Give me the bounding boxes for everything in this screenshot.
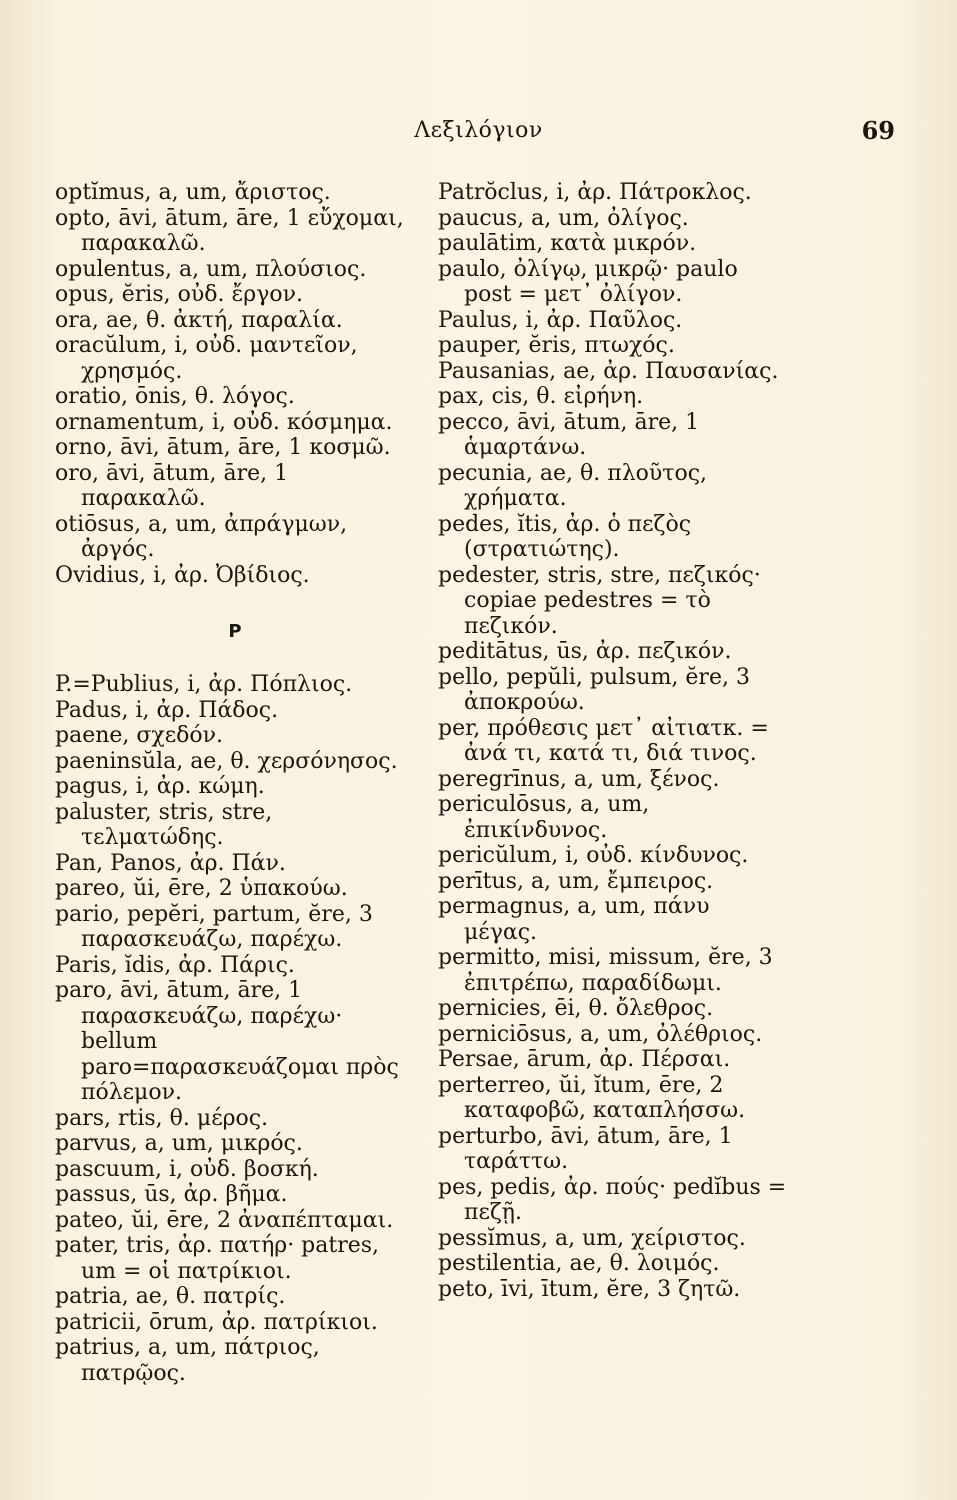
dictionary-entry: opus, ĕris, οὐδ. ἔργον. <box>55 282 303 307</box>
dictionary-entry: parvus, a, um, μικρός. <box>55 1131 303 1156</box>
dictionary-entry: pes, pedis, ἀρ. πούς· pedĭbus = πεζῇ. <box>438 1174 794 1225</box>
dictionary-entry: Pausanias, ae, ἀρ. Παυσανίας. <box>438 358 779 384</box>
dictionary-entry: pestilentia, ae, θ. λοιμός. <box>438 1251 720 1276</box>
left-entries-p <box>55 672 415 1386</box>
dictionary-entry: paulo, ὀλίγῳ, μικρῷ· paulo post = μετ᾽ ὀλίγον. <box>438 256 745 307</box>
dictionary-entry: pecco, āvi, ātum, āre, 1 ἁμαρτάνω. <box>438 409 707 460</box>
dictionary-entry: pecunia, ae, θ. πλοῦτος, χρήματα. <box>438 460 715 511</box>
dictionary-entry: otiōsus, a, um, ἀπράγμων, ἀργός. <box>55 511 355 562</box>
dictionary-entry: pernicies, ēi, θ. ὄλεθρος. <box>438 996 714 1021</box>
dictionary-entry: paeninsŭla, ae, θ. χερσόνησος. <box>55 748 398 774</box>
page-number: 69 <box>861 116 895 145</box>
dictionary-entry: permitto, misi, missum, ĕre, 3 ἐπιτρέπω, παραδίδωμι. <box>438 945 780 996</box>
dictionary-entry: patrius, a, um, πάτριος, πατρῷος. <box>55 1335 327 1386</box>
dictionary-entry: peregrīnus, a, um, ξένος. <box>438 766 720 792</box>
dictionary-entry: perturbo, āvi, ātum, āre, 1 ταράττω. <box>438 1123 740 1174</box>
dictionary-entry: optĭmus, a, um, ἄριστος. <box>55 180 331 205</box>
dictionary-entry: Persae, ārum, ἀρ. Πέρσαι. <box>438 1047 731 1072</box>
dictionary-entry: oro, āvi, ātum, āre, 1 παρακαλῶ. <box>55 460 296 511</box>
dictionary-entry: orno, āvi, ātum, āre, 1 κοσμῶ. <box>55 435 391 460</box>
dictionary-entry: pater, tris, ἀρ. πατήρ· patres, um = οἱ πατρίκιοι. <box>55 1233 387 1284</box>
dictionary-entry: pedes, ĭtis, ἀρ. ὁ πεζὸς (στρατιώτης). <box>438 511 699 562</box>
dictionary-entry: perterreo, ŭi, ĭtum, ēre, 2 καταφοβῶ, καταπλήσσω. <box>438 1072 746 1123</box>
dictionary-entry: paro, āvi, ātum, āre, 1 παρασκευάζω, παρέχω· bellum paro=παρασκευάζομαι πρὸς πόλεμον. <box>55 978 406 1105</box>
running-head-title: Λεξιλόγιον <box>414 118 543 143</box>
dictionary-entry: pax, cis, θ. εἰρήνη. <box>438 384 644 409</box>
dictionary-entry: pauper, ĕris, πτωχός. <box>438 333 675 358</box>
dictionary-entry: opto, āvi, ātum, āre, 1 εὔχομαι, παρακαλῶ. <box>55 205 411 256</box>
dictionary-entry: passus, ūs, ἀρ. βῆμα. <box>55 1182 288 1207</box>
dictionary-entry: peditātus, ūs, ἀρ. πεζικόν. <box>438 639 732 664</box>
dictionary-entry: periculōsus, a, um, ἐπικίνδυνος. <box>438 792 657 843</box>
dictionary-entry: Paris, ĭdis, ἀρ. Πάρις. <box>55 952 295 978</box>
right-entries <box>438 180 794 1302</box>
dictionary-entry: ora, ae, θ. ἀκτή, παραλία. <box>55 307 343 333</box>
dictionary-entry: patricii, ōrum, ἀρ. πατρίκιοι. <box>55 1309 378 1335</box>
dictionary-entry: pareo, ŭi, ēre, 2 ὑπακούω. <box>55 876 348 901</box>
dictionary-entry: paucus, a, um, ὀλίγος. <box>438 205 689 231</box>
dictionary-entry: opulentus, a, um, πλούσιος. <box>55 256 367 282</box>
dictionary-entry: pascuum, i, οὐδ. βοσκή. <box>55 1156 319 1182</box>
dictionary-entry: perītus, a, um, ἔμπειρος. <box>438 868 714 894</box>
dictionary-entry: P.=Publius, i, ἀρ. Πόπλιος. <box>55 672 353 697</box>
dictionary-entry: pagus, i, ἀρ. κώμη. <box>55 774 265 799</box>
dictionary-entry: oratio, ōnis, θ. λόγος. <box>55 384 295 409</box>
section-letter-heading: P <box>228 621 242 642</box>
dictionary-entry: Patrŏclus, i, ἀρ. Πάτροκλος. <box>438 180 752 205</box>
dictionary-entry: pello, pepŭli, pulsum, ĕre, 3 ἀποκρούω. <box>438 664 757 715</box>
dictionary-entry: Ovidius, i, ἀρ. Ὀβίδιος. <box>55 562 310 588</box>
left-column <box>55 180 415 1386</box>
dictionary-entry: pedester, stris, stre, πεζικός· copiae pedestres = τὸ πεζικόν. <box>438 562 768 639</box>
dictionary-entry: pateo, ŭi, ēre, 2 ἀναπέπταμαι. <box>55 1207 394 1233</box>
dictionary-entry: permagnus, a, um, πάνυ μέγας. <box>438 894 717 945</box>
dictionary-entry: Pan, Panos, ἀρ. Πάν. <box>55 850 286 876</box>
right-column <box>438 180 794 1302</box>
dictionary-entry: ornamentum, i, οὐδ. κόσμημα. <box>55 409 393 435</box>
dictionary-entry: paluster, stris, stre, τελματώδης. <box>55 799 280 850</box>
dictionary-entry: Padus, i, ἀρ. Πάδος. <box>55 697 279 723</box>
dictionary-entry: Paulus, i, ἀρ. Παῦλος. <box>438 307 683 333</box>
dictionary-entry: peto, īvi, ītum, ĕre, 3 ζητῶ. <box>438 1276 741 1302</box>
dictionary-entry: per, πρόθεσις μετ᾽ αἰτιατκ. = ἀνά τι, κατά τι, διά τινος. <box>438 715 776 766</box>
dictionary-entry: pessĭmus, a, um, χείριστος. <box>438 1225 746 1251</box>
left-entries-o <box>55 180 415 588</box>
dictionary-entry: pars, rtis, θ. μέρος. <box>55 1105 269 1131</box>
dictionary-entry: patria, ae, θ. πατρίς. <box>55 1284 286 1309</box>
dictionary-entry: paene, σχεδόν. <box>55 723 223 748</box>
dictionary-entry: perniciōsus, a, um, ὀλέθριος. <box>438 1021 763 1047</box>
dictionary-entry: pario, pepĕri, partum, ĕre, 3 παρασκευάζω, παρέχω. <box>55 901 380 952</box>
dictionary-entry: oracŭlum, i, οὐδ. μαντεῖον, χρησμός. <box>55 333 365 384</box>
dictionary-entry: pericŭlum, i, οὐδ. κίνδυνος. <box>438 843 749 868</box>
dictionary-entry: paulātim, κατὰ μικρόν. <box>438 231 697 256</box>
